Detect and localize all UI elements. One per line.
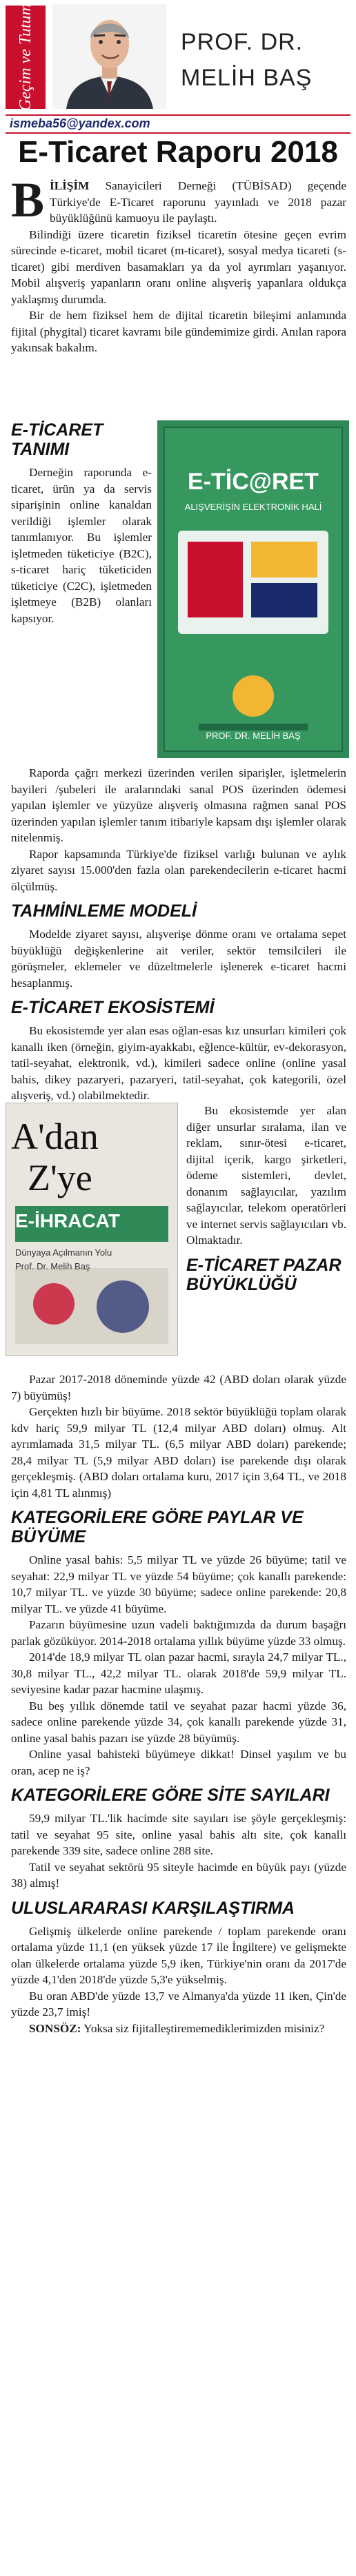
book1-title: E-TİC@RET bbox=[188, 469, 319, 495]
book2-line1: A'dan bbox=[11, 1116, 99, 1157]
section-heading: TAHMİNLEME MODELİ bbox=[11, 901, 197, 921]
section-paragraph: Bu ekosistemde yer alan diğer unsurlar sıralama, ilan ve reklam, sınır-ötesi e-ticaret, dijital içerik, kargo şirketleri, ödeme sistemleri, devlet, donanım sağlayıcılar, yazılım sağlayıcılar, telekom operatörleri ve internet servis sağlayıcıları vb. Olmaktadır. bbox=[186, 1104, 346, 1247]
article-title: E-Ticaret Raporu 2018 bbox=[18, 135, 338, 169]
intro-paragraph: Bir de hem fiziksel hem de dijital ticaretin bileşimi anlamında fijital (phygital) ticaret kavramı bile gündemimize girdi. Anılan rapora yakınsak bakalım. bbox=[11, 309, 346, 354]
section-heading: KATEGORİLERE GÖRE PAYLAR VE BÜYÜME bbox=[11, 1508, 304, 1546]
section-heading: KATEGORİLERE GÖRE SİTE SAYILARI bbox=[11, 1786, 330, 1805]
intro-lead bbox=[11, 172, 346, 227]
closing-note bbox=[11, 2021, 346, 2037]
author-email[interactable]: ismeba56@yandex.com bbox=[10, 116, 150, 130]
book1-subtitle: ALIŞVERİŞİN ELEKTRONİK HALİ bbox=[184, 502, 322, 512]
email-bar bbox=[6, 114, 350, 134]
lead-text: Sanayicileri Derneği (TÜBİSAD) geçende Türkiye'de E-Ticaret raporunu yayınladı ve 2018 pazar büyüklüğünü kamuoyu ile paylaştı. bbox=[50, 179, 346, 225]
section-tanim-narrow bbox=[11, 413, 152, 626]
section-paragraph: Pazar 2017-2018 döneminde yüzde 42 (ABD doları olarak yüzde 7) büyümüş! bbox=[11, 1373, 346, 1402]
book2-author: Prof. Dr. Melih Baş bbox=[15, 1261, 90, 1271]
section-paragraph: Online yasal bahis: 5,5 milyar TL ve yüzde 26 büyüme; tatil ve seyahat: 22,9 milyar TL ve yüzde 54 büyüme; çok kanallı parekende: 10,7 milyar TL. ve yüzde 30 büyüme; sadece online parekende: 20,8 milyar TL. ve yüzde 41 büyüme. bbox=[11, 1553, 346, 1615]
section-paragraph: Pazarın büyümesine uzun vadeli baktığımızda da durum başağrı parlak gözüküyor. 2014-2018 ortalama yıllık büyüme yüzde 33 olmuş. bbox=[11, 1618, 346, 1648]
section-block-main bbox=[11, 765, 346, 1104]
column-name-badge bbox=[6, 3, 46, 111]
section-paragraph: Raporda çağrı merkezi üzerinden verilen siparişler, işletmelerin bayileri /şubeleri ile aralarındaki sanal POS üzerinden ödemesi yapılan işlemler ve yüzyüze alışveriş olmasına rağmen sanal POS üzerinden yapılan işlemler tanım itibariyle kapsam dışı işlemler olarak nitelenmiş. bbox=[11, 766, 346, 844]
section-paragraph: Gelişmiş ülkelerde online parekende / toplam parekende oranı ortalama yüzde 11,1 (en yüksek yüzde 17 ile İngiltere) ve gelişmekte olan ülkelerde ortalama yüzde 5,9 iken, Türkiye'nin oranı da 2017'de yüzde 4,1'den 2018'de yüzde 5,3'e yükselmiş. bbox=[11, 1924, 346, 1986]
intro-paragraph: Bilindiği üzere ticaretin fiziksel ticaretin ötesine geçen evrim sürecinde e-ticaret, mobil ticaret (m-ticaret), sosyal medya ticareti (s-ticaret) gibi merdiven basamakları ya da yol ayrımları yaşanıyor. Mobil alışveriş yapanların oranı online alışveriş yapanlara oldukça yaklaşmış durumda. bbox=[11, 227, 346, 306]
author-portrait bbox=[52, 4, 166, 109]
lead-bold: İLİŞİM bbox=[50, 179, 90, 192]
book2-line2: Z'ye bbox=[28, 1157, 92, 1198]
section-heading: E-TİCARET PAZAR BÜYÜKLÜĞÜ bbox=[186, 1255, 342, 1294]
section-paragraph: 59,9 milyar TL.'lik hacimde site sayıları ise şöyle gerçekleşmiş: tatil ve seyahat 95 site, online yasal bahis altı site, çok kanallı parekende 339 site, sadece online 288 site. bbox=[11, 1812, 346, 1857]
section-heading: E-TİCARET TANIMI bbox=[11, 420, 103, 459]
section-paragraph: Modelde ziyaret sayısı, alışverişe dönme oranı ve ortalama sepet büyüklüğü değişkenlerine ait veriler, sektör temsilcileri ile görüşmeler, eklemeler ve düzeltmelerle işlenerek e-ticaret hacmi hesaplanmış. bbox=[11, 928, 346, 990]
section-block-rest bbox=[11, 1371, 346, 2036]
book2-title: E-İHRACAT bbox=[15, 1210, 120, 1231]
column-header bbox=[0, 0, 356, 132]
section-paragraph: Online yasal bahisteki büyümeye dikkat! Dinsel yaşılım ve bu oran, acep ne iş? bbox=[11, 1748, 346, 1777]
section-paragraph: Gerçekten hızlı bir büyüme. 2018 sektör büyüklüğü toplam olarak kdv hariç 59,9 milyar TL (12,4 milyar ABD doları) olmuş. Alt ayrımlamada 31,5 milyar TL. (6,5 milyar ABD doları) parekende; 28,4 milyar TL (5,9 milyar ABD doları) ise parekende dışı olarak gerçekleşmiş. (ABD doları ortalama kuru, 2017 için 3,64 TL, ve 2018 için 4,81 TL alınmış) bbox=[11, 1405, 346, 1500]
section-ekosistem-narrow bbox=[186, 1103, 346, 1300]
column-name: Geçim ve Tutum bbox=[17, 3, 34, 111]
book2-subtitle: Dünyaya Açılmanın Yolu bbox=[15, 1247, 112, 1258]
section-paragraph: Derneğin raporunda e-ticaret, ürün ya da servis siparişinin online kanaldan verildiği işlemler olarak tanımlanıyor. Bu işlemler işletmeden tüketiciye (B2C), s-ticaret hariç tüketiciden tüketiciye (C2C), işletmeden işletmeye (B2B) olanları kapsıyor. bbox=[11, 466, 152, 625]
intro-block bbox=[11, 172, 346, 356]
section-paragraph: Bu beş yıllık dönemde tatil ve seyahat pazar hacmi yüzde 36, sadece online parekende yüzde 34, çok kanallı parekende yüzde 31, online yasal bahis pazarı ise yüzde 28 büyümüş. bbox=[11, 1699, 346, 1745]
author-name: MELİH BAŞ bbox=[181, 65, 313, 91]
section-paragraph: Tatil ve seyahat sektörü 95 siteyle hacimde en büyük payı (yüzde 38) almış! bbox=[11, 1860, 346, 1890]
section-heading: E-TİCARET EKOSİSTEMİ bbox=[11, 998, 215, 1017]
section-paragraph: 2014'de 18,9 milyar TL olan pazar hacmi, sırayla 24,7 milyar TL., 30,8 milyar TL., 42,2 milyar TL. olarak 2018'de 59,9 milyar TL. seviyesine kadar pazar hacmine ulaşmış. bbox=[11, 1650, 346, 1696]
section-paragraph: Bu ekosistemde yer alan esas oğlan-esas kız unsurları kimileri çok kanallı iken (örneğin, giyim-ayakkabı, eğlence-kültür, ev-dekorasyon, tatil-seyahat, elektronik, vd.), kimileri sadece online (online yasal bahis, dikey pazaryeri, pazaryeri, tatil-seyahat, çok kategorili, özel alışveriş, vd.) olabilmektedir. bbox=[11, 1024, 346, 1102]
section-heading: ULUSLARARASI KARŞILAŞTIRMA bbox=[11, 1898, 295, 1918]
book1-author: PROF. DR. MELİH BAŞ bbox=[206, 730, 301, 741]
author-title: PROF. DR. bbox=[181, 29, 304, 55]
section-paragraph: Rapor kapsamında Türkiye'de fiziksel varlığı bulunan ve aylık ziyaret sayısı 15.000'den fazla olan parekendecilerin e-ticaret hacmi ölçülmüş. bbox=[11, 847, 346, 893]
section-paragraph: Bu oran ABD'de yüzde 13,7 ve Almanya'da yüzde 11 iken, Çin'de yüzde 23,7 imiş! bbox=[11, 1989, 346, 2018]
drop-cap: B bbox=[11, 172, 45, 227]
closing-text: Yoksa siz fijitalleştirememediklerimizden misiniz? bbox=[81, 2021, 325, 2035]
closing-label: SONSÖZ: bbox=[29, 2021, 81, 2035]
